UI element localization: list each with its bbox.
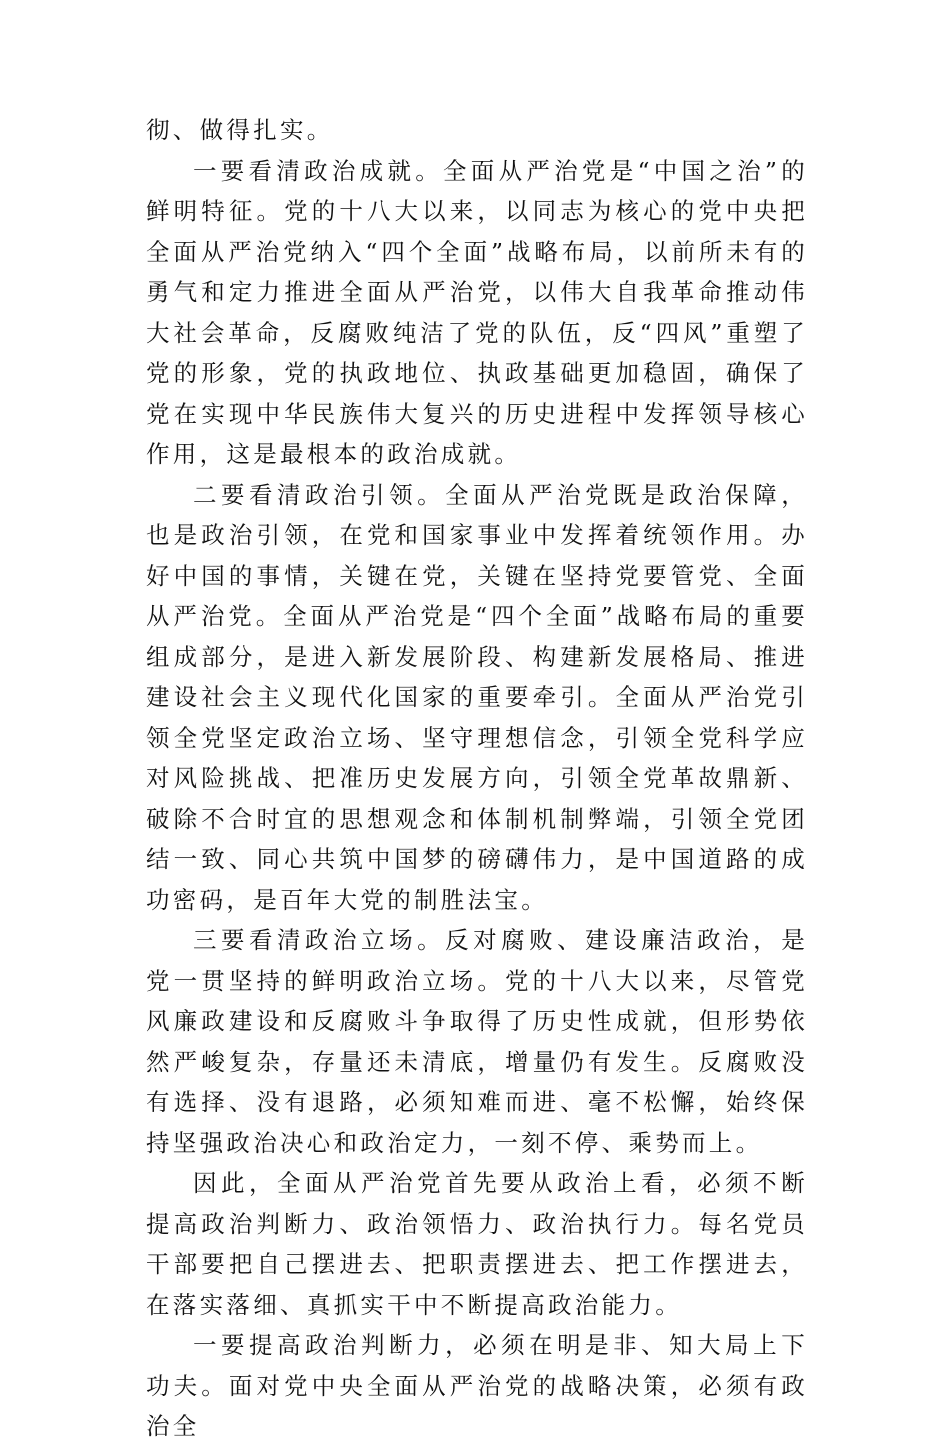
document-page xyxy=(146,110,808,1447)
paragraph-continuation: 彻、做得扎实。 xyxy=(146,116,334,144)
paragraph-political-guidance: 二要看清政治引领。全面从严治党既是政治保障，也是政治引领，在党和国家事业中发挥着统领作用。办好中国的事情，关键在党，关键在坚持党要管党、全面从严治党。全面从严治党是“四个全面”战略布局的重要组成部分，是进入新发展阶段、构建新发展格局、推进建设社会主义现代化国家的重要牵引。全面从严治党引领全党坚定政治立场、坚守理想信念，引领全党科学应对风险挑战、把准历史发展方向，引领全党革故鼎新、破除不合时宜的思想观念和体制机制弊端，引领全党团结一致、同心共筑中国梦的磅礴伟力，是中国道路的成功密码，是百年大党的制胜法宝。 xyxy=(146,480,808,914)
paragraph-political-achievement: 一要看清政治成就。全面从严治党是“中国之治”的鲜明特征。党的十八大以来，以同志为核心的党中央把全面从严治党纳入“四个全面”战略布局，以前所未有的勇气和定力推进全面从严治党，以伟大自我革命推动伟大社会革命，反腐败纯洁了党的队伍，反“四风”重塑了党的形象，党的执政地位、执政基础更加稳固，确保了党在实现中华民族伟大复兴的历史进程中发挥领导核心作用，这是最根本的政治成就。 xyxy=(146,156,808,468)
paragraph-therefore: 因此，全面从严治党首先要从政治上看，必须不断提高政治判断力、政治领悟力、政治执行力。每名党员干部要把自己摆进去、把职责摆进去、把工作摆进去，在落实落细、真抓实干中不断提高政治能力。 xyxy=(146,1169,808,1319)
paragraph-political-judgment: 一要提高政治判断力，必须在明是非、知大局上下功夫。面对党中央全面从严治党的战略决策，必须有政治全 xyxy=(146,1331,808,1440)
paragraph-political-stance: 三要看清政治立场。反对腐败、建设廉洁政治，是党一贯坚持的鲜明政治立场。党的十八大以来，尽管党风廉政建设和反腐败斗争取得了历史性成就，但形势依然严峻复杂，存量还未清底，增量仍有发生。反腐败没有选择、没有退路，必须知难而进、毫不松懈，始终保持坚强政治决心和政治定力，一刻不停、乘势而上。 xyxy=(146,926,808,1157)
